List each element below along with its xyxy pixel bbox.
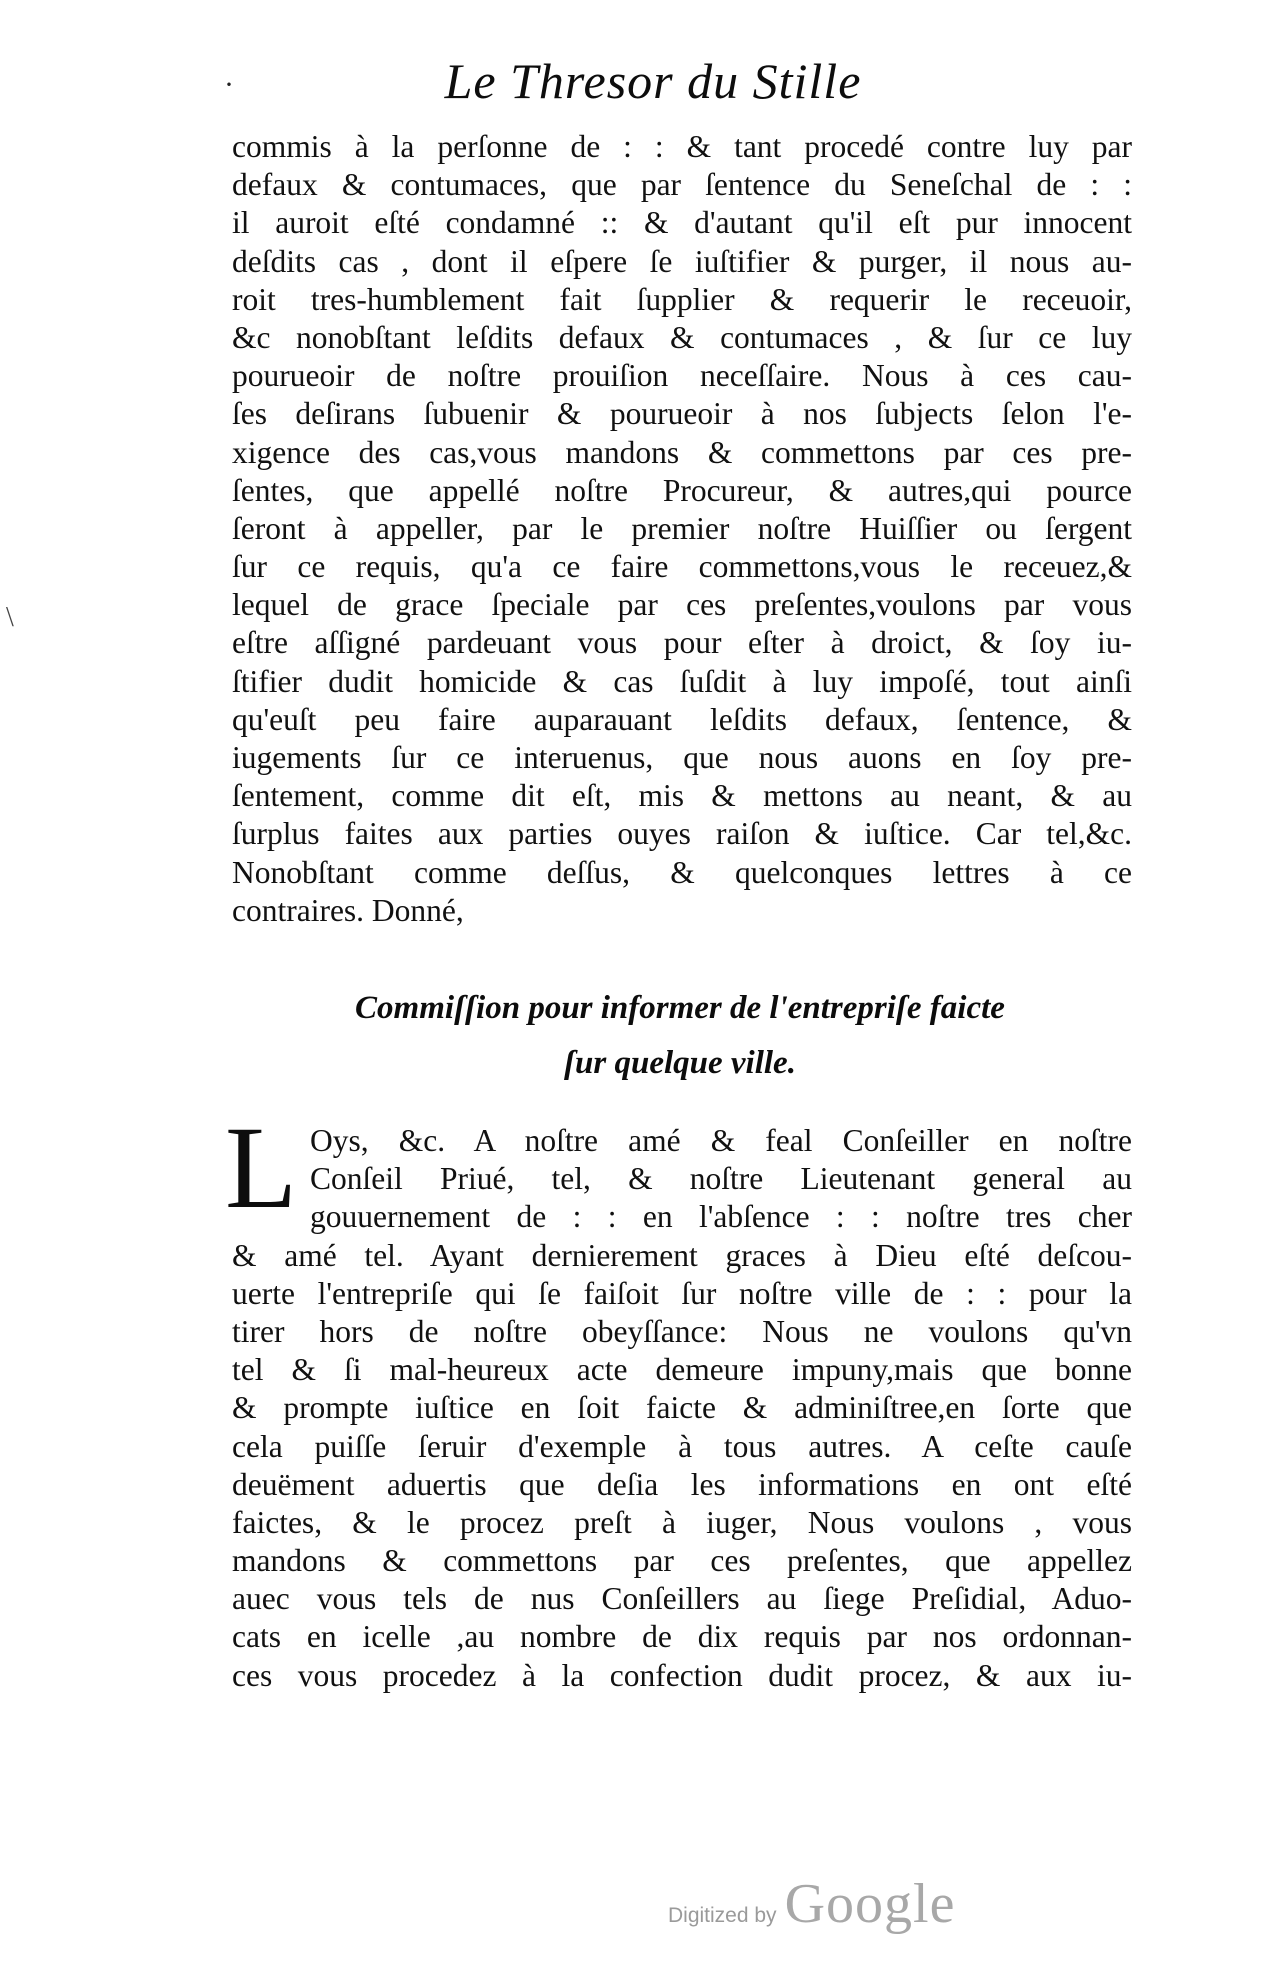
- text-line: qu'euſt peu faire auparauant leſdits defaux, ſentence, &: [232, 701, 1132, 737]
- watermark-prefix: Digitized by: [668, 1904, 777, 1927]
- text-line: ſentes, que appellé noſtre Procureur, & autres,qui pource: [232, 472, 1132, 508]
- text-line: deſdits cas , dont il eſpere ſe iuſtifier & purger, il nous au-: [232, 243, 1132, 279]
- text-line: tirer hors de noſtre obeyſſance: Nous ne voulons qu'vn: [232, 1313, 1132, 1349]
- stray-mark: \: [6, 602, 14, 633]
- text-line: iugements ſur ce interuenus, que nous auons en ſoy pre-: [232, 740, 1132, 775]
- text-line: Conſeil Priué, tel, & noſtre Lieutenant general au: [310, 1161, 1132, 1197]
- text-line: & amé tel. Ayant dernierement graces à Dieu eſté deſcou-: [232, 1237, 1132, 1273]
- text-line: faictes, & le procez preſt à iuger, Nous voulons , vous: [232, 1504, 1132, 1540]
- text-line: defaux & contumaces, que par ſentence du Seneſchal de : :: [232, 167, 1132, 203]
- text-line: ces vous procedez à la confection dudit procez, & aux iu-: [232, 1657, 1132, 1693]
- text-line: Nonobſtant comme deſſus, & quelconques lettres à ce: [232, 854, 1132, 890]
- text-line: cats en icelle ,au nombre de dix requis par nos ordonnan-: [232, 1619, 1132, 1655]
- text-line: xigence des cas,vous mandons & commettons par ces pre-: [232, 434, 1132, 470]
- text-line: lequel de grace ſpeciale par ces preſentes,voulons par vous: [232, 587, 1132, 623]
- running-head-text: Le Thresor du Stille: [444, 53, 862, 109]
- text-line: tel & ſi mal-heureux acte demeure impuny,mais que bonne: [232, 1352, 1132, 1388]
- running-head: [0, 52, 1266, 110]
- google-logo: Google: [784, 1873, 956, 1935]
- text-line: & prompte iuſtice en ſoit faicte & adminiſtree,en ſorte que: [232, 1390, 1132, 1426]
- text-line: uerte l'entrepriſe qui ſe faiſoit ſur noſtre ville de : : pour la: [232, 1275, 1132, 1311]
- text-line: il auroit eſté condamné :: & d'autant qu'il eſt pur innocent: [232, 205, 1132, 241]
- section-heading-line-2: ſur quelque ville.: [564, 1045, 796, 1081]
- text-line: ſes deſirans ſubuenir & pourueoir à nos ſubjects ſelon l'e-: [232, 396, 1132, 432]
- drop-capital: L: [225, 1102, 298, 1233]
- text-line: ſentement, comme dit eſt, mis & mettons au neant, & au: [232, 778, 1132, 814]
- text-line: roit tres-humblement fait ſupplier & requerir le receuoir,: [232, 281, 1132, 317]
- text-line: mandons & commettons par ces preſentes, que appellez: [232, 1543, 1132, 1579]
- text-line: Oys, &c. A noſtre amé & feal Conſeiller en noſtre: [310, 1123, 1132, 1158]
- body-text-block-1: [232, 128, 1132, 930]
- digitized-watermark: [668, 1872, 955, 1936]
- text-line: auec vous tels de nus Conſeillers au ſiege Preſidial, Aduo-: [232, 1581, 1132, 1617]
- margin-mark: ·: [224, 68, 234, 101]
- text-line: pourueoir de noſtre prouiſion neceſſaire. Nous à ces cau-: [232, 358, 1132, 394]
- text-line: cela puiſſe ſeruir d'exemple à tous autres. A ceſte cauſe: [232, 1428, 1132, 1464]
- text-line: contraires. Donné,: [232, 892, 464, 928]
- text-line: ſurplus faites aux parties ouyes raiſon & iuſtice. Car tel,&c.: [232, 816, 1132, 852]
- text-line: commis à la perſonne de : : & tant procedé contre luy par: [232, 129, 1132, 164]
- section-heading-line-1: Commiſſion pour informer de l'entrepriſe faicte: [355, 990, 1005, 1026]
- text-line: ſeront à appeller, par le premier noſtre Huiſſier ou ſergent: [232, 510, 1132, 546]
- text-line: &c nonobſtant leſdits defaux & contumaces , & ſur ce luy: [232, 319, 1132, 355]
- text-line: ſtifier dudit homicide & cas ſuſdit à luy impoſé, tout ainſi: [232, 663, 1132, 699]
- text-line: gouuernement de : : en l'abſence : : noſtre tres cher: [310, 1199, 1132, 1235]
- body-text-block-2: [232, 1122, 1132, 1695]
- text-line: deuëment aduertis que deſia les informations en ont eſté: [232, 1466, 1132, 1502]
- text-line: eſtre aſſigné pardeuant vous pour eſter à droict, & ſoy iu-: [232, 625, 1132, 661]
- text-line: ſur ce requis, qu'a ce faire commettons,vous le receuez,&: [232, 549, 1132, 585]
